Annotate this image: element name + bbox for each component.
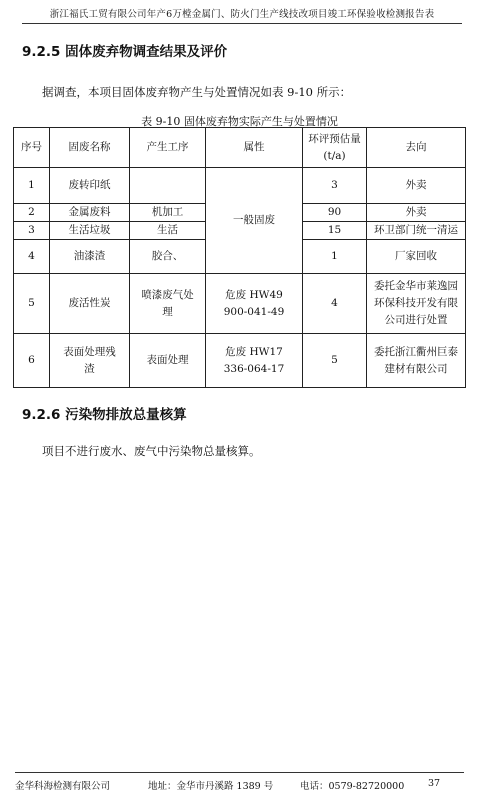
cell-dest-line2: 环保科技开发有限 — [374, 297, 458, 309]
cell-process — [130, 274, 206, 334]
cell-process: 机加工 — [130, 204, 206, 222]
cell-dest-line3: 公司进行处置 — [384, 314, 448, 326]
cell-attr-line2: 336-064-17 — [223, 362, 285, 375]
cell-name: 废活性炭 — [50, 274, 130, 334]
cell-process-line2: 理 — [162, 305, 173, 318]
cell-name-line2: 渣 — [84, 362, 95, 375]
table-caption: 表 9-10 固体废弃物实际产生与处置情况 — [141, 115, 338, 128]
intro-paragraph: 据调查，本项目固体废弃物产生与处置情况如表 9-10 所示： — [42, 85, 352, 99]
cell-no: 2 — [14, 204, 50, 222]
header-amount-line1: 环评预估量 — [308, 132, 361, 145]
cell-amount: 5 — [303, 334, 367, 388]
cell-dest — [367, 334, 466, 388]
header-cell-process: 产生工序 — [130, 128, 206, 168]
cell-attr — [206, 334, 303, 388]
cell-attr — [206, 274, 303, 334]
cell-no: 3 — [14, 222, 50, 240]
report-header: 浙江福氏工贸有限公司年产6万樘金属门、防火门生产线技改项目竣工环保验收检测报告表 — [49, 9, 435, 20]
footer-divider — [15, 772, 464, 773]
cell-amount: 90 — [303, 204, 367, 222]
cell-no: 5 — [14, 274, 50, 334]
cell-name: 废转印纸 — [50, 168, 130, 204]
cell-attr-line2: 900-041-49 — [223, 305, 285, 318]
cell-name: 金属废料 — [50, 204, 130, 222]
cell-attr-line1: 危废 HW17 — [225, 345, 283, 358]
solid-waste-table — [13, 127, 466, 388]
cell-dest: 外卖 — [367, 168, 466, 204]
cell-amount: 4 — [303, 274, 367, 334]
header-cell-amount — [303, 128, 367, 168]
total-calc-paragraph: 项目不进行废水、废气中污染物总量核算。 — [42, 444, 261, 458]
header-cell-no: 序号 — [14, 128, 50, 168]
cell-amount: 1 — [303, 240, 367, 274]
cell-attr-merged: 一般固废 — [206, 168, 303, 274]
cell-dest: 厂家回收 — [367, 240, 466, 274]
cell-no: 4 — [14, 240, 50, 274]
section-heading-9-2-5: 9.2.5 固体废弃物调查结果及评价 — [22, 44, 228, 60]
cell-name-line1: 表面处理残 — [63, 345, 116, 358]
cell-process: 表面处理 — [130, 334, 206, 388]
table-row — [14, 168, 466, 204]
footer-company: 金华科海检测有限公司 — [15, 781, 111, 792]
section-heading-9-2-6: 9.2.6 污染物排放总量核算 — [22, 407, 187, 423]
cell-attr-line1: 危废 HW49 — [225, 288, 283, 301]
cell-name: 生活垃圾 — [50, 222, 130, 240]
footer-address: 地址：金华市丹溪路 1389 号 — [148, 781, 274, 792]
footer-page-number: 37 — [428, 778, 441, 789]
cell-process-line1: 喷漆废气处 — [141, 288, 194, 301]
table-row — [14, 334, 466, 388]
cell-dest: 环卫部门统一清运 — [367, 222, 466, 240]
header-amount-line2: (t/a) — [323, 149, 346, 162]
cell-name: 油漆渣 — [50, 240, 130, 274]
cell-dest: 外卖 — [367, 204, 466, 222]
cell-dest-line2: 建材有限公司 — [384, 362, 448, 375]
cell-name — [50, 334, 130, 388]
header-cell-attr: 属性 — [206, 128, 303, 168]
cell-amount: 3 — [303, 168, 367, 204]
cell-dest — [367, 274, 466, 334]
header-cell-dest: 去向 — [367, 128, 466, 168]
header-divider — [22, 23, 462, 24]
footer-phone: 电话：0579-82720000 — [300, 781, 405, 792]
cell-amount: 15 — [303, 222, 367, 240]
table-row — [14, 274, 466, 334]
cell-no: 6 — [14, 334, 50, 388]
cell-process: 生活 — [130, 222, 206, 240]
cell-process — [130, 168, 206, 204]
header-cell-name: 固废名称 — [50, 128, 130, 168]
cell-dest-line1: 委托金华市莱逸园 — [374, 280, 458, 292]
cell-no: 1 — [14, 168, 50, 204]
cell-process: 胶合、 — [130, 240, 206, 274]
table-header-row — [14, 128, 466, 168]
cell-dest-line1: 委托浙江衢州巨泰 — [374, 345, 458, 358]
